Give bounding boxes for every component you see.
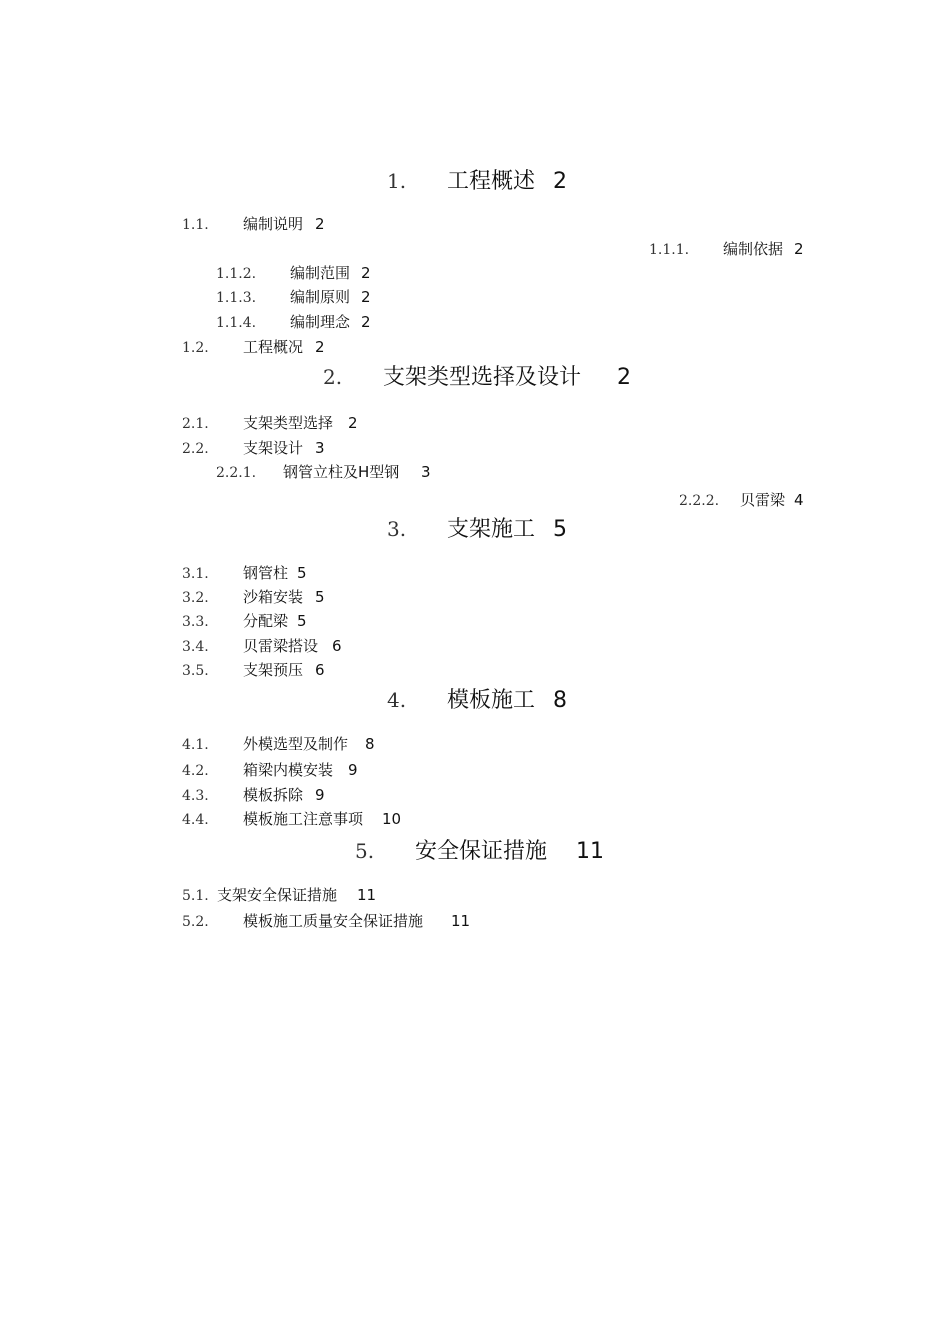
toc-title: 钢管柱 <box>243 564 289 582</box>
toc-title: 模板施工质量安全保证措施 <box>243 912 424 930</box>
toc-page-number: 11 <box>357 886 377 904</box>
toc-title: 外模选型及制作 <box>243 735 349 753</box>
toc-number: 1.1.1. <box>649 242 690 258</box>
toc-title: 模板拆除 <box>243 786 304 804</box>
toc-entry-1-1-4[interactable] <box>216 313 371 331</box>
toc-entry-3-5[interactable] <box>182 661 325 679</box>
toc-number: 5. <box>355 839 375 863</box>
toc-number: 3.3. <box>182 614 209 630</box>
toc-entry-1-1-1[interactable] <box>649 240 804 258</box>
toc-page-number: 2 <box>348 414 358 432</box>
toc-number: 2. <box>323 365 343 389</box>
toc-page-number: 9 <box>348 761 358 779</box>
toc-entry-4[interactable] <box>387 688 567 713</box>
toc-number: 3.2. <box>182 590 209 606</box>
toc-entry-3-4[interactable] <box>182 637 342 655</box>
toc-title: 沙箱安装 <box>243 588 304 606</box>
toc-number: 5.2. <box>182 914 209 930</box>
toc-number: 2.2.2. <box>679 493 720 509</box>
toc-page-number: 5 <box>297 612 307 630</box>
toc-number: 1.1.3. <box>216 290 257 306</box>
toc-title: 支架类型选择 <box>243 414 334 432</box>
toc-page-number: 2 <box>361 313 371 331</box>
toc-number: 4.4. <box>182 812 209 828</box>
toc-entry-5-2[interactable] <box>182 912 471 930</box>
toc-page-number: 11 <box>576 839 604 864</box>
toc-page-number: 2 <box>794 240 804 258</box>
toc-entry-3-2[interactable] <box>182 588 325 606</box>
toc-number: 4. <box>387 688 407 712</box>
toc-entry-1-1-2[interactable] <box>216 264 371 282</box>
toc-title: 支架设计 <box>243 439 304 457</box>
toc-page-number: 2 <box>361 288 371 306</box>
toc-title: 贝雷梁 <box>740 491 786 509</box>
toc-entry-2-2[interactable] <box>182 439 325 457</box>
toc-page-number: 5 <box>297 564 307 582</box>
toc-title: 编制范围 <box>290 264 351 282</box>
toc-page-number: 3 <box>315 439 325 457</box>
toc-number: 1.1. <box>182 217 209 233</box>
toc-number: 1.2. <box>182 340 209 356</box>
toc-title: 模板施工 <box>447 688 536 713</box>
toc-title: 支架安全保证措施 <box>217 886 338 904</box>
toc-title: 箱梁内模安装 <box>243 761 334 779</box>
toc-title: 贝雷梁搭设 <box>243 637 319 655</box>
toc-title: 工程概况 <box>243 338 304 356</box>
toc-entry-4-2[interactable] <box>182 761 358 779</box>
toc-title: 工程概述 <box>447 169 536 194</box>
toc-title: 安全保证措施 <box>415 839 548 864</box>
toc-page-number: 9 <box>315 786 325 804</box>
toc-number: 1. <box>387 169 407 193</box>
toc-number: 4.3. <box>182 788 209 804</box>
toc-number: 4.2. <box>182 763 209 779</box>
toc-entry-1[interactable] <box>387 169 567 194</box>
toc-page-number: 5 <box>315 588 325 606</box>
toc-number: 3.1. <box>182 566 209 582</box>
toc-entry-2[interactable] <box>323 365 631 390</box>
toc-number: 4.1. <box>182 737 209 753</box>
toc-title: 编制原则 <box>290 288 351 306</box>
toc-page-number: 2 <box>553 169 567 194</box>
toc-entry-1-1-3[interactable] <box>216 288 371 306</box>
toc-page-number: 3 <box>421 463 431 481</box>
toc-entry-1-1[interactable] <box>182 215 325 233</box>
toc-entry-5[interactable] <box>355 839 604 864</box>
toc-number: 5.1. <box>182 888 209 904</box>
toc-title: 编制理念 <box>290 313 351 331</box>
toc-page-number: 2 <box>315 215 325 233</box>
toc-entry-3-1[interactable] <box>182 564 307 582</box>
toc-number: 2.2. <box>182 441 209 457</box>
toc-page-number: 8 <box>365 735 375 753</box>
toc-page-number: 2 <box>617 365 631 390</box>
toc-number: 3.4. <box>182 639 209 655</box>
toc-page-number: 2 <box>361 264 371 282</box>
toc-number: 1.1.4. <box>216 315 257 331</box>
toc-entry-5-1[interactable] <box>182 886 377 904</box>
toc-number: 3.5. <box>182 663 209 679</box>
toc-number: 2.2.1. <box>216 465 257 481</box>
toc-number: 2.1. <box>182 416 209 432</box>
toc-page-number: 10 <box>382 810 402 828</box>
toc-entry-4-4[interactable] <box>182 810 402 828</box>
toc-entry-2-2-1[interactable] <box>216 463 431 481</box>
toc-entry-3-3[interactable] <box>182 612 307 630</box>
toc-title: 钢管立柱及H型钢 <box>283 463 400 481</box>
toc-title: 模板施工注意事项 <box>243 810 364 828</box>
toc-title: 分配梁 <box>243 612 289 630</box>
toc-title: 支架类型选择及设计 <box>383 365 582 390</box>
toc-entry-4-3[interactable] <box>182 786 325 804</box>
toc-entry-2-2-2[interactable] <box>679 491 804 509</box>
toc-title: 编制说明 <box>243 215 304 233</box>
toc-page-number: 5 <box>553 517 567 542</box>
toc-entry-1-2[interactable] <box>182 338 325 356</box>
toc-page-number: 11 <box>451 912 471 930</box>
toc-number: 3. <box>387 517 407 541</box>
toc-entry-3[interactable] <box>387 517 567 542</box>
toc-entry-4-1[interactable] <box>182 735 375 753</box>
toc-page-number: 6 <box>332 637 342 655</box>
toc-page-number: 8 <box>553 688 567 713</box>
toc-page-number: 6 <box>315 661 325 679</box>
toc-number: 1.1.2. <box>216 266 257 282</box>
toc-entry-2-1[interactable] <box>182 414 358 432</box>
toc-page-number: 4 <box>794 491 804 509</box>
toc-title: 编制依据 <box>723 240 784 258</box>
toc-title: 支架施工 <box>447 517 536 542</box>
toc-page-number: 2 <box>315 338 325 356</box>
toc-title: 支架预压 <box>243 661 304 679</box>
